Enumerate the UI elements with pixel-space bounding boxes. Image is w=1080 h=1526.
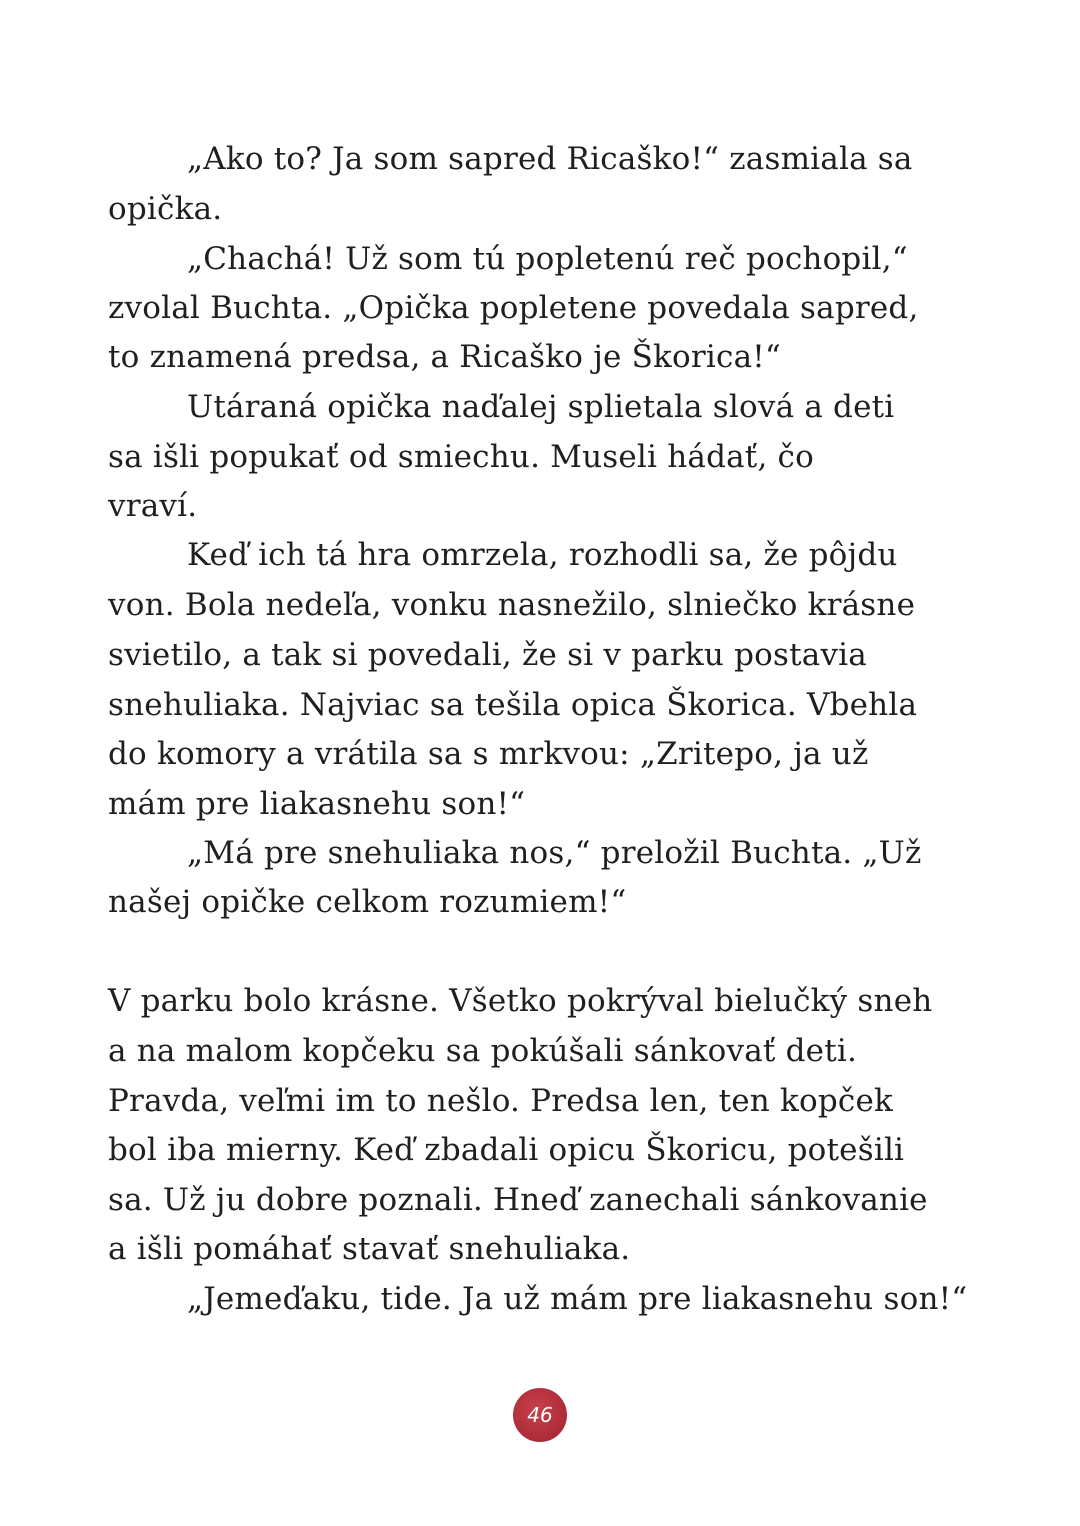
- text-line: zvolal Buchta. „Opička popletene povedala sapred,: [108, 290, 919, 326]
- text-line: „Jemeďaku, tide. Ja už mám pre liakasnehu son!“: [187, 1281, 968, 1317]
- text-line: mám pre liakasnehu son!“: [108, 786, 526, 822]
- page-number-badge: [513, 1388, 567, 1442]
- text-line: „Má pre snehuliaka nos,“ preložil Buchta. „Už: [187, 835, 922, 871]
- text-line: sa išli popukať od smiechu. Museli hádať, čo: [108, 439, 814, 475]
- text-line: „Ako to? Ja som sapred Ricaško!“ zasmiala sa: [187, 141, 913, 177]
- text-line: našej opičke celkom rozumiem!“: [108, 884, 627, 920]
- text-line: vraví.: [108, 488, 198, 524]
- text-line: svietilo, a tak si povedali, že si v parku postavia: [108, 637, 867, 673]
- text-line: bol iba mierny. Keď zbadali opicu Škoricu, potešili: [108, 1132, 905, 1168]
- text-line: opička.: [108, 191, 223, 227]
- text-line: „Chachá! Už som tú popletenú reč pochopil,“: [187, 241, 908, 277]
- text-line: Utáraná opička naďalej splietala slová a deti: [187, 389, 895, 425]
- text-line: Pravda, veľmi im to nešlo. Predsa len, ten kopček: [108, 1083, 893, 1119]
- text-line: a išli pomáhať stavať snehuliaka.: [108, 1231, 631, 1267]
- page-number: 46: [527, 1403, 553, 1427]
- text-line: snehuliaka. Najviac sa tešila opica Škorica. Vbehla: [108, 687, 918, 723]
- text-line: sa. Už ju dobre poznali. Hneď zanechali sánkovanie: [108, 1182, 928, 1218]
- text-line: a na malom kopčeku sa pokúšali sánkovať deti.: [108, 1033, 858, 1069]
- text-line: Keď ich tá hra omrzela, rozhodli sa, že pôjdu: [187, 537, 898, 573]
- text-line: von. Bola nedeľa, vonku nasnežilo, slniečko krásne: [108, 587, 916, 623]
- text-line: V parku bolo krásne. Všetko pokrýval bielučký sneh: [108, 983, 933, 1019]
- text-line: to znamená predsa, a Ricaško je Škorica!“: [108, 339, 781, 375]
- text-line: do komory a vrátila sa s mrkvou: „Zritepo, ja už: [108, 736, 869, 772]
